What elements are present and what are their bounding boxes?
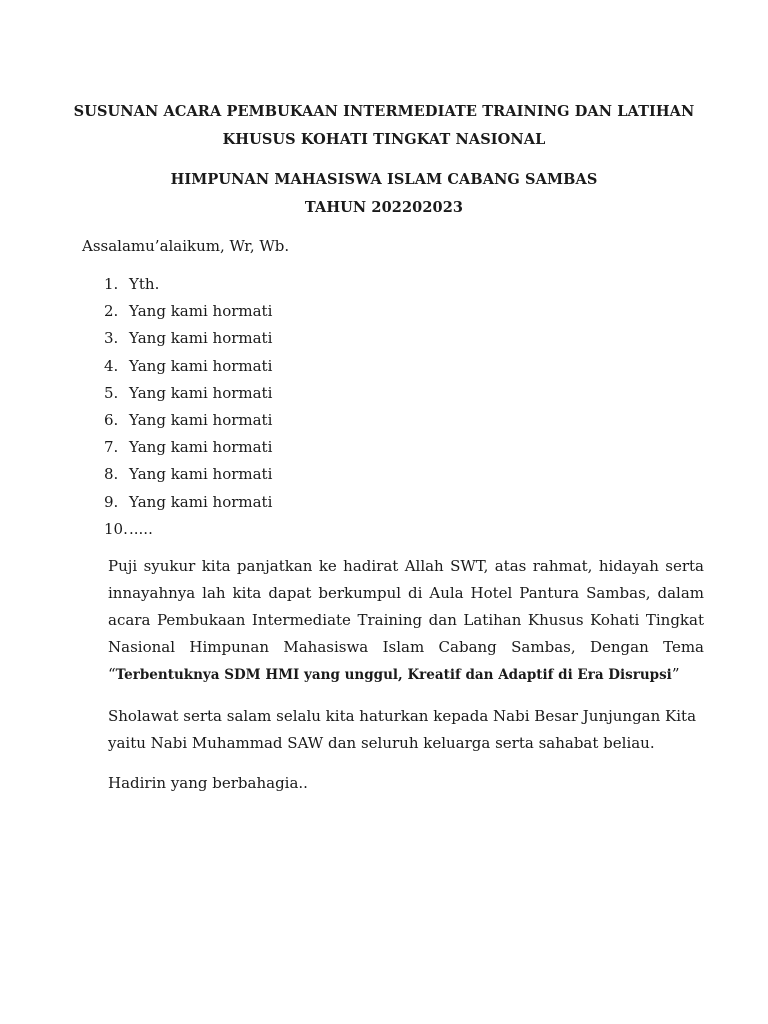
opening-paragraph-text: Puji syukur kita panjatkan ke hadirat Allah SWT, atas rahmat, hidayah serta innayahnya lah kita dapat berkumpul di Aula Hotel Pantura Sambas, dalam acara Pembukaan Intermediate Training dan Latihan Khusus Kohati Tingkat Nasional Himpunan Mahasiswa Islam Cabang Sambas, Dengan Tema “ [108, 557, 704, 683]
list-item [104, 407, 504, 434]
list-item [104, 489, 504, 516]
list-item-text: Yang kami hormati [129, 410, 273, 429]
list-item-text: Yang kami hormati [129, 383, 273, 402]
list-item-text: Yang kami hormati [129, 302, 273, 321]
list-item-number: 9. [104, 492, 119, 511]
salutation-list [104, 271, 504, 543]
list-item-text: Yang kami hormati [129, 492, 273, 511]
list-item-text: Yang kami hormati [129, 465, 273, 484]
theme-text: Terbentuknya SDM HMI yang unggul, Kreatif dan Adaptif di Era Disrupsi [115, 667, 672, 683]
list-item-text: Yth. [129, 275, 160, 293]
list-item-text: Yang kami hormati [129, 329, 273, 348]
list-item-text: Yang kami hormati [129, 356, 273, 375]
document-title [70, 98, 698, 154]
list-item-number: 3. [104, 329, 119, 348]
list-item-text: Yang kami hormati [129, 438, 273, 457]
list-item-number: 5. [104, 383, 119, 402]
list-item-number: 10. [104, 519, 128, 538]
greeting: Assalamu’alaikum, Wr, Wb. [82, 237, 290, 255]
theme-close-quote: ” [671, 665, 680, 683]
list-item [104, 461, 504, 488]
title-line-2: KHUSUS KOHATI TINGKAT NASIONAL [222, 131, 546, 148]
list-item [104, 325, 504, 352]
sholawat-paragraph: Sholawat serta salam selalu kita haturkan kepada Nabi Besar Junjungan Kita yaitu Nabi Muhammad SAW dan seluruh keluarga serta sahabat beliau. [108, 707, 697, 752]
list-item-number: 8. [104, 465, 119, 484]
list-item [104, 271, 504, 298]
list-item [104, 516, 504, 543]
list-item-text: ..... [129, 519, 153, 538]
list-item-number: 6. [104, 410, 119, 429]
list-item-number: 1. [104, 275, 119, 293]
list-item-number: 7. [104, 438, 119, 457]
organization-name: HIMPUNAN MAHASISWA ISLAM CABANG SAMBAS [170, 171, 598, 188]
list-item [104, 353, 504, 380]
opening-paragraph [108, 553, 704, 689]
audience-greeting: Hadirin yang berbahagia.. [108, 774, 308, 792]
list-item [104, 380, 504, 407]
list-item [104, 298, 504, 325]
title-line-1: SUSUNAN ACARA PEMBUKAAN INTERMEDIATE TRAINING DAN LATIHAN [73, 103, 695, 120]
organization-year: TAHUN 202202023 [304, 199, 464, 216]
list-item-number: 4. [104, 356, 119, 375]
list-item-number: 2. [104, 302, 119, 321]
organization-heading [70, 166, 698, 222]
list-item [104, 434, 504, 461]
